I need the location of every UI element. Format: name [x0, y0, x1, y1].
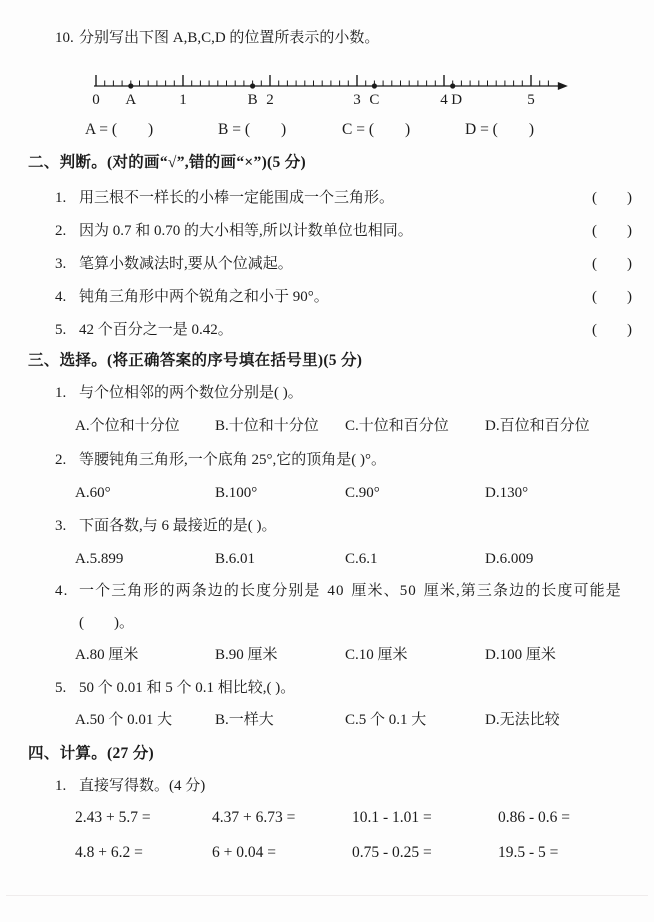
calc-row-2 — [75, 843, 644, 863]
answer-blank-b: B = ( ) — [218, 121, 287, 138]
judge-item-5 — [55, 320, 632, 340]
svg-text:2: 2 — [266, 92, 274, 108]
choice-q4-line2 — [79, 613, 134, 633]
answer-blank-a: A = ( ) — [85, 121, 154, 138]
item-number: 4. — [55, 583, 69, 599]
answer-bracket: ( ) — [592, 289, 632, 305]
choice-q2 — [55, 450, 386, 470]
svg-text:D: D — [451, 92, 463, 108]
choice-q3 — [55, 516, 277, 536]
answer-bracket: ( ) — [592, 256, 632, 272]
calc-expression: 10.1 - 1.01 = — [352, 809, 432, 826]
choice-q1 — [55, 383, 303, 403]
item-text: 等腰钝角三角形,一个底角 25°,它的顶角是( )°。 — [79, 452, 386, 468]
svg-text:A: A — [125, 92, 137, 108]
judge-item-4 — [55, 287, 632, 307]
option-d: D.6.009 — [485, 551, 534, 567]
item-number: 3. — [55, 256, 67, 272]
answer-bracket: ( ) — [592, 190, 632, 206]
svg-text:5: 5 — [527, 92, 535, 108]
answer-blanks-row — [85, 120, 644, 140]
item-number: 5. — [55, 322, 67, 338]
option-b: B.一样大 — [215, 712, 274, 728]
svg-text:3: 3 — [353, 92, 361, 108]
answer-bracket: ( )。 — [79, 615, 134, 631]
item-number: 2. — [55, 223, 67, 239]
item-text: 一个三角形的两条边的长度分别是 40 厘米、50 厘米,第三条边的长度可能是 — [79, 583, 622, 599]
option-c: C.5 个 0.1 大 — [345, 712, 427, 728]
option-c: C.90° — [345, 485, 380, 501]
item-number: 2. — [55, 452, 67, 468]
item-text: 50 个 0.01 和 5 个 0.1 相比较,( )。 — [79, 680, 296, 696]
choice-q4 — [55, 581, 622, 601]
choice-q2-options — [75, 483, 644, 503]
answer-blank-d: D = ( ) — [465, 121, 535, 138]
option-a: A.5.899 — [75, 551, 124, 567]
section4-title: 四、计算。(27 分) — [28, 745, 154, 762]
item-text: 下面各数,与 6 最接近的是( )。 — [79, 518, 277, 534]
item-number: 1. — [55, 190, 67, 206]
svg-text:C: C — [369, 92, 380, 108]
calc-row-1 — [75, 808, 644, 828]
item-text: 用三根不一样长的小棒一定能围成一个三角形。 — [79, 190, 395, 206]
answer-blank-c: C = ( ) — [342, 121, 411, 138]
calc-expression: 4.37 + 6.73 = — [212, 809, 296, 826]
item-number: 5. — [55, 680, 67, 696]
item-number: 1. — [55, 778, 67, 794]
calc-expression: 19.5 - 5 = — [498, 844, 559, 861]
judge-item-1 — [55, 188, 632, 208]
choice-q5 — [55, 678, 295, 698]
item-number: 1. — [55, 385, 67, 401]
question-number: 10. — [55, 30, 74, 46]
choice-q3-options — [75, 549, 644, 569]
item-number: 3. — [55, 518, 67, 534]
svg-text:4: 4 — [440, 92, 448, 108]
option-d: D.100 厘米 — [485, 647, 556, 663]
judge-item-2 — [55, 221, 632, 241]
option-d: D.无法比较 — [485, 712, 560, 728]
item-text: 钝角三角形中两个锐角之和小于 90°。 — [79, 289, 329, 305]
judge-item-3 — [55, 254, 632, 274]
option-b: B.90 厘米 — [215, 647, 278, 663]
calc-expression: 0.86 - 0.6 = — [498, 809, 571, 826]
option-d: D.130° — [485, 485, 529, 501]
calc-expression: 2.43 + 5.7 = — [75, 809, 151, 826]
option-a: A.80 厘米 — [75, 647, 139, 663]
option-a: A.60° — [75, 485, 111, 501]
option-d: D.百位和百分位 — [485, 418, 590, 434]
section3-title: 三、选择。(将正确答案的序号填在括号里)(5 分) — [28, 352, 363, 369]
answer-bracket: ( ) — [592, 223, 632, 239]
option-b: B.十位和十分位 — [215, 418, 319, 434]
option-b: B.100° — [215, 485, 258, 501]
option-a: A.50 个 0.01 大 — [75, 712, 173, 728]
item-text: 因为 0.7 和 0.70 的大小相等,所以计数单位也相同。 — [79, 223, 413, 239]
option-c: C.10 厘米 — [345, 647, 408, 663]
item-number: 4. — [55, 289, 67, 305]
question-10 — [55, 28, 379, 48]
svg-text:0: 0 — [92, 92, 100, 108]
item-text: 笔算小数减法时,要从个位减起。 — [79, 256, 293, 272]
calc-expression: 4.8 + 6.2 = — [75, 844, 143, 861]
option-a: A.个位和十分位 — [75, 418, 180, 434]
answer-bracket: ( ) — [592, 322, 632, 338]
choice-q5-options — [75, 710, 644, 730]
question-text: 分别写出下图 A,B,C,D 的位置所表示的小数。 — [79, 30, 380, 46]
option-b: B.6.01 — [215, 551, 256, 567]
choice-q1-options — [75, 416, 644, 436]
number-line-svg — [80, 56, 585, 110]
item-text: 与个位相邻的两个数位分别是( )。 — [79, 385, 303, 401]
page-fold-line — [6, 895, 648, 896]
choice-q4-options — [75, 645, 644, 665]
item-text: 42 个百分之一是 0.42。 — [79, 322, 233, 338]
calc-expression: 6 + 0.04 = — [212, 844, 276, 861]
item-text: 直接写得数。(4 分) — [79, 778, 206, 794]
option-c: C.6.1 — [345, 551, 378, 567]
svg-text:1: 1 — [179, 92, 187, 108]
calc-subtitle — [55, 776, 205, 796]
calc-expression: 0.75 - 0.25 = — [352, 844, 432, 861]
svg-text:B: B — [247, 92, 258, 108]
section2-title: 二、判断。(对的画“√”,错的画“×”)(5 分) — [28, 154, 306, 171]
option-c: C.十位和百分位 — [345, 418, 449, 434]
